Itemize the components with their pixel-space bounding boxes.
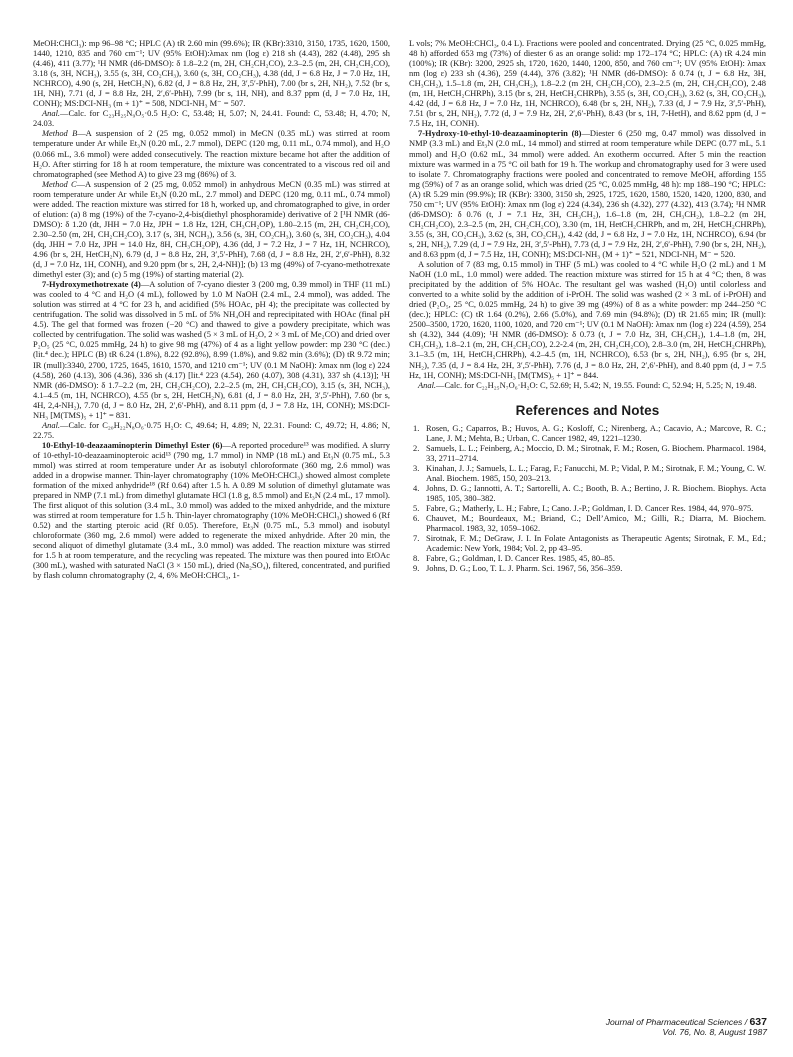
reference-text: Rosen, G.; Caparros, B.; Huvos, A. G.; Kosloff, C.; Nirenberg, A.; Cacavio, A.; Marcove, R. C.; Lane, J. M.; Mehta, B.; Urban, C. Cancer 1982, 49, 1221–1230.	[426, 422, 766, 443]
paragraph: 10-Ethyl-10-deazaaminopterin Dimethyl Ester (6)—A reported procedure¹³ was modified. A slurry of 10-ethyl-10-deazaaminopteroic acid¹³ (790 mg, 1.7 mmol) in NMP (18 mL) and Et₃N (0.75 mL, 5.3 mmol) was stirred at room temperature under Ar as isobutyl chloroformate (360 mg, 2.6 mmol) was added in a dropwise manner. Thin-layer chromatography (10% MeOH:CHCl₃) showed almost complete formation of the mixed anhydride¹⁸ (Rf 0.64) after 1.5 h. A 0.89 M solution of dimethyl glutamate was prepared in NMP (7.1 mL) from dimethyl glutamate HCl (1.8 g, 8.5 mmol) and Et₃N (2.4 mL, 17 mmol). The first aliquot of this solution (3.4 mL, 3.0 mmol) was added to the mixed anhydride, and the mixture was stirred at room temperature for 1.5 h. Thin-layer chromatography (10% MeOH:CHCl₃) showed 6 (Rf 0.52) and the starting pteroic acid (Rf 0.05). Therefore, Et₃N (0.75 mL, 5.3 mmol) and isobutyl chloroformate (360 mg, 2.6 mmol) were added to regenerate the mixed anhydride. After 20 min, the second aliquot of dimethyl glutamate (3.4 mL, 3.0 mmol) was added. The reaction mixture was stirred for 1.5 h at room temperature, and the recycling was repeated. The mixture was then poured into EtOAc (300 mL), washed with saturated NaCl (3 × 150 mL), dried (Na₂SO₄), filtered, concentrated, and purified by flash column chromatography (2, 4, 6% MeOH:CHCl₃, 1-	[33, 439, 390, 581]
reference-text: Chauvet, M.; Bourdeaux, M.; Briand, C.; Dell’Amico, M.; Gilli, R.; Diarra, M. Biochem. Pharmacol. 1983, 32, 1059–1062.	[426, 513, 766, 534]
reference-number: 7.	[413, 533, 420, 544]
references-list	[409, 423, 766, 574]
paragraph: Anal.—Calc. for C₂₃H₂₅N₉O₅·0.5 H₂O: C, 53.48; H, 5.07; N, 24.41. Found: C, 53.48; H, 4.70; N, 24.03.	[33, 108, 390, 129]
paragraph: A solution of 7 (83 mg, 0.15 mmol) in THF (5 mL) was cooled to 4 °C while H₂O (2 mL) and 1 M NaOH (1.0 mL, 1.0 mmol) were added. The reaction mixture was stirred for 15 h at 4 °C; then, 8 was precipitated by the addition of 5% HOAc. The resultant gel was washed (H₂O) until colorless and converted to a white solid by the addition of i-PrOH. The solid was washed (2 × 3 mL of i-PrOH) and dried (P₂O₅, 25 °C, 0.025 mmHg, 24 h) to give 39 mg (49%) of 8 as a white powder: mp 244–250 °C (dec.); HPLC: (C) tR 1.64 (0.2%), 2.66 (5.0%), and 7.69 min (94.8%); (D) tR 21.65 min; IR (mull): 2500–3500, 1720, 1620, 1100, 1020, and 720 cm⁻¹; UV (0.1 M NaOH): λmax nm (log ε) 224 (4.59), 254 sh (4.32), 344 (4.09); ¹H NMR (d6-DMSO): δ 0.73 (t, J = 7.0 Hz, 3H, CH₃CH₂), 1.4–1.8 (m, 2H, CH₃CH₂), 1.8–2.1 (m, 2H, CH₂CH₂CO), 2.2-2.4 (m, 2H, CH₂CH₂CO), 2.8–3.0 (m, 2H, HetCH₂CHRPh), 3.1–3.5 (m, 1H, HetCH₂CHRPh), 4.2–4.5 (m, 1H, NCHRCO), 6.53 (br s, 2H, NH₂), 6.95 (br s, 2H, NH₂), 7.35 (d, J = 8.4 Hz, 2H, 3′,5′-PhH), 7.76 (d, J = 8.0 Hz, 2H, 2′,6′-PhH), and 8.40 ppm (d, J = 7.5 Hz, 1H, CONH); MS:DCI-NH₃ [M(TMS)₅ + 1]⁺ = 844.	[409, 259, 766, 380]
issue-line: Vol. 76, No. 8, August 1987	[662, 1027, 767, 1038]
paragraph: L vols; 7% MeOH:CHCl₃, 0.4 L). Fractions were pooled and concentrated. Drying (25 °C, 0.025 mmHg, 48 h) afforded 653 mg (73%) of diester 6 as an orange solid: mp 172–174 °C; HPLC: (A) tR 4.24 min (100%); IR (KBr): 3200, 2925 sh, 1720, 1620, 1440, 1200, 850, and 760 cm⁻¹; UV (95% EtOH): λmax nm (log ε) 233 sh (4.36), 259 (4.44), 376 (3.82); ¹H NMR (d6-DMSO): δ 0.74 (t, J = 6.8 Hz, 3H, CH₃CH₂), 1.5–1.8 (m, 2H, CH₃CH₂), 1.8–2.2 (m 2H, CH₂CH₂CO), 2.3–2.5 (m, 2H, CH₂CH₂CO), 2.48 (m, 1H, HetCH₂CHRPh), 3.15 (br s, 2H, HetCH₂CHRPh), 3.55 (s, 3H, CO₂CH₃), 3.62 (s, 3H, CO₂CH₃), 4.42 (dd, J = 6.8 Hz, J = 7.0 Hz, 1H, NCHRCO), 6.48 (br s, 2H, NH₂), 7.33 (d, J = 7.9 Hz, 3′,5′-PhH), 7.51 (br s, 2H, NH₂), 7.72 (d, J = 7.9 Hz, 2H, 2′,6′-PhH), 8.43 (br s, 1H, 7-HetH), and 8.62 ppm (d, J = 7.5 Hz, 1H, CONH).	[409, 38, 766, 129]
reference-number: 5.	[413, 503, 420, 514]
reference-item	[409, 463, 766, 483]
paragraph: 7-Hydroxy-10-ethyl-10-deazaaminopterin (8)—Diester 6 (250 mg, 0.47 mmol) was dissolved in NMP (3.3 mL) and Et₃N (2.0 mL, 14 mmol) and stirred at room temperature while DEPC (0.77 mL, 5.1 mmol) and H₂O (0.62 mL, 34 mmol) were added. An exotherm occurred. After 5 min the reaction mixture was warmed in a 75 °C oil bath for 19 h. The workup and chromatography used for 3 were used to isolate 7. Chromatography fractions were pooled and concentrated to remove MeOH, affording 155 mg (59%) of 7 as an orange solid, which was dried (25 °C, 0.025 mmHg, 48 h): mp 188–190 °C; HPLC: (A) tR 5.29 min (99.9%); IR (KBr): 3300, 3150 sh, 2925, 1725, 1620, 1580, 1520, 1420, 1200, 830, and 750 cm⁻¹; UV (95% EtOH): λmax nm (log ε) 224 (4.34), 236 sh (4.32), 277 (4.32), 413 (3.74); ¹H NMR (d6-DMSO): δ 0.76 (t, J = 7.1 Hz, 3H, CH₃CH₂), 1.6–1.8 (m, 2H, CH₃CH₂), 1.8–2.2 (m 2H, CH₂CH₂CO), 2.3–2.5 (m, 2H, CH₂CH₂CO), 3.30 (m, 1H, HetCH₂CHRPh, and m, 2H, HetCH₂CHRPh), 3.55 (s, 3H, CO₂CH₃), 3.62 (s, 3H, CO₂CH₃), 4.42 (dd, J = 6.8 Hz, J = 7.0 Hz, 1H, NCHRCO), 6.94 (br s, 2H, NH₂), 7.29 (d, J = 7.9 Hz, 2H, 3′,5′-PhH), 7.73 (d, J = 7.9 Hz, 2H, 2′,6′-PhH), 7.90 (br s, 2H, NH₂), and 8.63 ppm (d, J = 7.5 Hz, 1H, CONH); MS:DCI-NH₃ (M + 1)⁺ = 521, NDCI-NH₃ M⁻ = 520.	[409, 128, 767, 259]
reference-item	[409, 563, 766, 573]
reference-number: 4.	[413, 482, 420, 493]
reference-item	[409, 553, 766, 563]
run-in-label: Anal.	[42, 108, 61, 119]
run-in-label: Method B	[42, 128, 78, 139]
reference-text: Johns, D. G.; Loo, T. L. J. Pharm. Sci. 1967, 56, 356–359.	[426, 563, 623, 574]
footer-journal-line	[606, 1017, 767, 1027]
section-heading: 7-Hydroxymethotrexate (4)	[42, 279, 141, 290]
section-heading: 10-Ethyl-10-deazaaminopterin Dimethyl Ester (6)	[42, 439, 223, 450]
reference-number: 1.	[413, 422, 420, 433]
reference-number: 3.	[413, 462, 420, 473]
reference-text: Kinahan, J. J.; Samuels, L. L.; Farag, F.; Fanucchi, M. P.; Vidal, P. M.; Sirotnak, F. M.; Young, C. W. Anal. Biochem. 1985, 150, 203–213.	[426, 462, 766, 483]
references-heading: References and Notes	[515, 402, 660, 418]
reference-item	[409, 503, 766, 513]
journal-name: Journal of Pharmaceutical Sciences /	[605, 1017, 750, 1027]
reference-text: Sirotnak, F. M.; DeGraw, J. I. In Folate Antagonists as Therapeutic Agents; Sirotnak, F. M., Ed.; Academic: New York, 1984; Vol. 2, pp 43–95.	[426, 533, 766, 554]
reference-number: 8.	[413, 553, 420, 564]
reference-text: Fabre, G.; Matherly, L. H.; Fabre, I.; Cano. J.-P.; Goldman, I. D. Cancer Res. 1984, 44, 970–975.	[426, 503, 754, 514]
run-in-label: Anal.	[418, 379, 437, 390]
reference-item	[409, 423, 766, 443]
run-in-label: Anal.	[42, 419, 61, 430]
reference-item	[409, 443, 766, 463]
left-column	[33, 38, 390, 581]
reference-number: 2.	[413, 442, 420, 453]
reference-item	[409, 533, 766, 553]
reference-item	[409, 513, 766, 533]
reference-text: Fabre, G.; Goldman, I. D. Cancer Res. 1985, 45, 80–85.	[426, 553, 615, 564]
page-footer	[606, 1017, 767, 1038]
reference-number: 6.	[413, 513, 420, 524]
paragraph: Anal.—Calc. for C₂₂H₂₅N₇O₆·H₂O: C, 52.69; H, 5.42; N, 19.55. Found: C, 52.94; H, 5.25; N, 19.48.	[418, 379, 757, 390]
paragraph: Method B—A suspension of 2 (25 mg, 0.052 mmol) in MeCN (0.35 mL) was stirred at room temperature under Ar while Et₃N (0.20 mL, 2.7 mmol), DEPC (120 mg, 0.11 mL, 0.74 mmol), and H₂O (0.066 mL, 3.6 mmol) were added consecutively. The reaction mixture became hot after the addition of H₂O. After stirring for 18 h at room temperature, the mixture was concentrated to a viscous red oil and chromatographed (see Method A) to give 23 mg (86%) of 3.	[33, 128, 390, 179]
right-column	[409, 38, 766, 573]
section-heading: 7-Hydroxy-10-ethyl-10-deazaaminopterin (8)	[418, 128, 582, 139]
paragraph: MeOH:CHCl₃): mp 96–98 °C; HPLC (A) tR 2.60 min (99.6%); IR (KBr):3310, 3150, 1735, 1620, 1500, 1440, 1210, 835 and 760 cm⁻¹; UV (95% EtOH):λmax nm (log ε) 218 sh (4.43), 282 (4.48), 295 sh (4.46), 411 (3.77); ¹H NMR (d6-DMSO): δ 1.8–2.2 (m, 2H, CH₂CH₂CO), 2.3–2.5 (m, 2H, CH₂CH₂CO), 3.18 (s, 3H, NCH₃), 3.55 (s, 3H, CO₂CH₃), 3.60 (s, 3H, CO₂CH₃), 4.38 (dd, J = 6.8 Hz, J = 7.0 Hz, 1H, NCHRCO), 4.90 (s, 2H, HetCH₂N), 6.82 (d, J = 8.8 Hz, 2H, 3′,5′-PhH), 7.00 (br s, 2H, NH₂), 7.52 (br s, 1H, NH), 7.71 (d, J = 8.8 Hz, 2H, 2′,6′-PhH), 7.99 (br s, 1H, NH), and 8.37 ppm (d, J = 7.0 Hz, 1H, CONH); MS:DCI-NH₃ (m + 1)⁺ = 508, NDCI-NH₃ M⁻ = 507.	[33, 38, 390, 109]
reference-item	[409, 483, 766, 503]
page-number: 637	[749, 1016, 767, 1028]
paragraph: Method C—A suspension of 2 (25 mg, 0.052 mmol) in anhydrous MeCN (0.35 mL) was stirred at room temperature under Ar while Et₃N (0.20 mL, 2.7 mmol) and DEPC (120 mg, 0.11 mL, 0.74 mmol) were added. The reaction mixture was stirred for 18 h, worked up, and chromatographed to give, in order of elution: (a) 8 mg (19%) of the 7-cyano-2,4-bis(diethyl phosphoramide) derivative of 2 [¹H NMR (d6-DMSO): δ 1.20 (dt, JHH = 7.0 Hz, JPH = 1.8 Hz, 12H, CH₃CH₂OP), 1.80–2.15 (m, 2H, CH₂CH₂CO), 2.30–2.50 (m, 2H, CH₂CH₂CO), 3.17 (s, 3H, NCH₃), 3.56 (s, 3H, CO₂CH₃), 3.60 (s, 3H, CO₂CH₃), 4.04 (dq, JHH = 7.0 Hz, JPH = 14.0 Hz, 8H, CH₃CH₂OP), 4.36 (dd, J = 7.2 Hz, J = 7 Hz, 1H, NCHRCO), 4.96 (br s, 2H, HetCH₂N), 6.79 (d, J = 8.8 Hz, 2H, 3′,5′-PhH), 7.68 (d, J = 8.8 Hz, 2H, 2′,6′-PhH), 8.32 (d, J = 7.0 Hz, 1H, CONH), and 9.20 ppm (br s, 2H, 2,4-NH)]; (b) 13 mg (49%) of 7-cyano-methotrexate dimethyl ester (3); and (c) 5 mg (19%) of starting material (2).	[33, 178, 390, 280]
reference-number: 9.	[413, 563, 420, 574]
reference-text: Samuels, L. L.; Feinberg, A.; Moccio, D. M.; Sirotnak, F. M.; Rosen, G. Biochem. Pharmacol. 1984, 33, 2711–2714.	[426, 442, 766, 463]
paragraph: 7-Hydroxymethotrexate (4)—A solution of 7-cyano diester 3 (200 mg, 0.39 mmol) in THF (11 mL) was cooled to 4 °C and H₂O (4 mL), followed by 1.0 M NaOH (2.4 mL, 2.4 mmol), was added. The solution was stirred at 4 °C for 23 h, and acidified (5% HOAc, pH 4); the precipitate was collected by centrifugation. The solid was dissolved in 5 mL of 5% NH₄OH and reprecipitated with HOAc (final pH 4.5). The gel that formed was frozen (−20 °C) and thawed to give a powdery precipitate, which was collected by centrifugation. The solid was washed (5 × 3 mL of H₂O, 2 × 3 mL of Me₂CO) and dried over P₂O₅ (25 °C, 0.025 mmHg, 24 h) to give 98 mg (47%) of 4 as a light yellow powder: mp 230 °C (dec.) (lit.⁴ dec.); HPLC (B) tR 6.24 (1.8%), 8.22 (92.8%), 8.99 (1.8%), and 9.82 min (3.6%); (D) tR 9.72 min; IR (mull):3340, 2700, 1725, 1645, 1610, 1570, and 1210 cm⁻¹; UV (0.1 M NaOH): λmax nm (log ε) 224 (4.58), 260 (4.13), 306 (4.36), 336 sh (4.17) [lit.⁴ 223 (4.54), 260 (4.07), 308 (4.31), 337 sh (4.13)]; ¹H NMR (d6-DMSO): δ 1.7–2.2 (m, 2H, CH₂CH₂CO), 2.2–2.5 (m, 2H, CH₂CH₂CO), 3.15 (s, 3H, NCH₃), 4.1–4.5 (m, 1H, NCHRCO), 4.55 (br s, 2H, HetCH₂N), 6.81 (d, J = 8.0 Hz, 2H, 3′,5′-PhH), 7.60 (br s, 4H, 2,4-NH₂), 7.70 (d, J = 8.0 Hz, 2H, 2′,6′-PhH), and 8.11 ppm (d, J = 7.8 Hz, 1H, CONH); MS:DCI-NH₃ [M(TMS)₅ + 1]⁺ = 831.	[33, 279, 390, 420]
paragraph: Anal.—Calc. for C₂₀H₂₂N₈O₆·0.75 H₂O: C, 49.64; H, 4.89; N, 22.31. Found: C, 49.72; H, 4.86; N, 22.75.	[33, 419, 390, 440]
run-in-label: Method C	[42, 178, 77, 189]
reference-text: Johns, D. G.; Iannotti, A. T.; Sartorelli, A. C.; Booth, B. A.; Bertino, J. R. Biochem. Biophys. Acta 1985, 105, 380–382.	[426, 482, 766, 504]
